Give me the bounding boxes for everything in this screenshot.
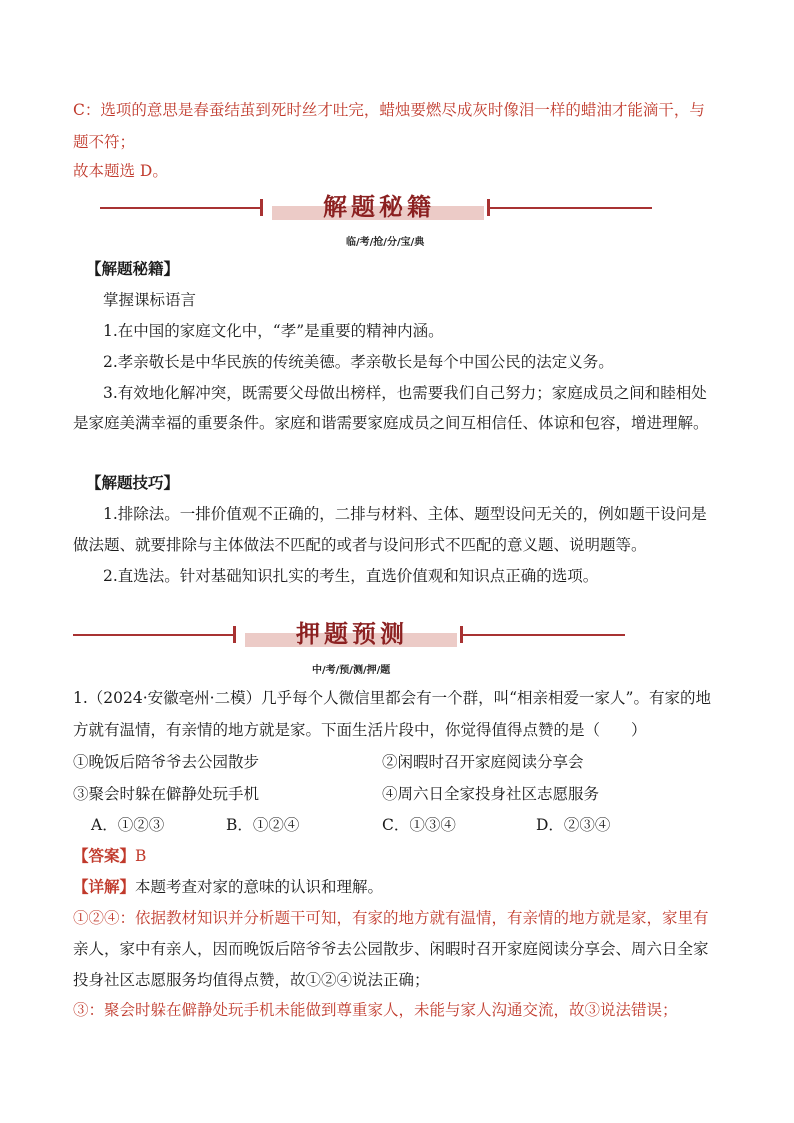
paragraph: 是家庭美满幸福的重要条件。家庭和谐需要家庭成员之间互相信任、体谅和包容，增进理解。 bbox=[73, 414, 709, 432]
paragraph: 1.在中国的家庭文化中，“孝”是重要的精神内涵。 bbox=[103, 322, 444, 340]
explanation-line: 投身社区志愿服务均值得点赞，故①②④说法正确； bbox=[73, 971, 430, 989]
question-stem: 1.（2024·安徽亳州·二模）几乎每个人微信里都会有一个群，叫“相亲相爱一家人”。有家的地 bbox=[73, 689, 711, 707]
banner-subtitle: 中/考/预/测/押/题 bbox=[312, 665, 391, 676]
paragraph: 2.直选法。针对基础知识扎实的考生，直选价值观和知识点正确的选项。 bbox=[103, 567, 599, 585]
explanation-line: ①②④：依据教材知识并分析题干可知，有家的地方就有温情，有亲情的地方就是家，家里有 bbox=[73, 909, 709, 927]
statement-item: ①晚饭后陪爷爷去公园散步 bbox=[73, 753, 260, 771]
banner-subtitle: 临/考/抢/分/宝/典 bbox=[346, 237, 425, 248]
statement-item: ②闲暇时召开家庭阅读分享会 bbox=[382, 753, 584, 771]
paragraph: 3.有效地化解冲突，既需要父母做出榜样，也需要我们自己努力；家庭成员之间和睦相处 bbox=[103, 384, 707, 402]
banner-title: 解题秘籍 bbox=[323, 193, 435, 221]
statement-item: ③聚会时躲在僻静处玩手机 bbox=[73, 785, 260, 803]
explanation-line: 题不符； bbox=[73, 133, 136, 151]
detail-text: 本题考查对家的意味的认识和理解。 bbox=[135, 878, 384, 896]
section-banner-tips bbox=[0, 193, 794, 223]
answer-label: 【答案】 bbox=[73, 846, 136, 865]
section-heading: 【解题技巧】 bbox=[86, 473, 180, 492]
banner-title: 押题预测 bbox=[296, 620, 408, 648]
paragraph: 1.排除法。一排价值观不正确的，二排与材料、主体、题型设问无关的，例如题干设问是 bbox=[103, 505, 707, 523]
choice-a: A．①②③ bbox=[91, 816, 165, 834]
section-heading: 【解题秘籍】 bbox=[86, 259, 180, 278]
explanation-line: 亲人，家中有亲人，因而晚饭后陪爷爷去公园散步、闲暇时召开家庭阅读分享会、周六日全家 bbox=[73, 940, 709, 958]
choice-d: D．②③④ bbox=[536, 816, 611, 834]
detail-line bbox=[73, 877, 383, 897]
conclusion-line: 故本题选 D。 bbox=[73, 162, 168, 180]
explanation-line: C：选项的意思是春蚕结茧到死时丝才吐完，蜡烛要燃尽成灰时像泪一样的蜡油才能滴干，与 bbox=[73, 101, 705, 119]
answer-value: B bbox=[135, 847, 147, 865]
detail-label: 【详解】 bbox=[73, 877, 136, 896]
paragraph: 掌握课标语言 bbox=[103, 291, 197, 309]
choice-c: C．①③④ bbox=[382, 816, 456, 834]
question-stem: 方就有温情，有亲情的地方就是家。下面生活片段中，你觉得值得点赞的是（ ） bbox=[73, 721, 647, 739]
answer-line bbox=[73, 846, 146, 866]
paragraph: 2.孝亲敬长是中华民族的传统美德。孝亲敬长是每个中国公民的法定义务。 bbox=[103, 353, 614, 371]
section-banner-predict bbox=[0, 620, 794, 650]
explanation-line: ③：聚会时躲在僻静处玩手机未能做到尊重家人，未能与家人沟通交流，故③说法错误； bbox=[73, 1001, 678, 1019]
paragraph: 做法题、就要排除与主体做法不匹配的或者与设问形式不匹配的意义题、说明题等。 bbox=[73, 536, 647, 554]
choice-b: B．①②④ bbox=[226, 816, 300, 834]
statement-item: ④周六日全家投身社区志愿服务 bbox=[382, 785, 600, 803]
